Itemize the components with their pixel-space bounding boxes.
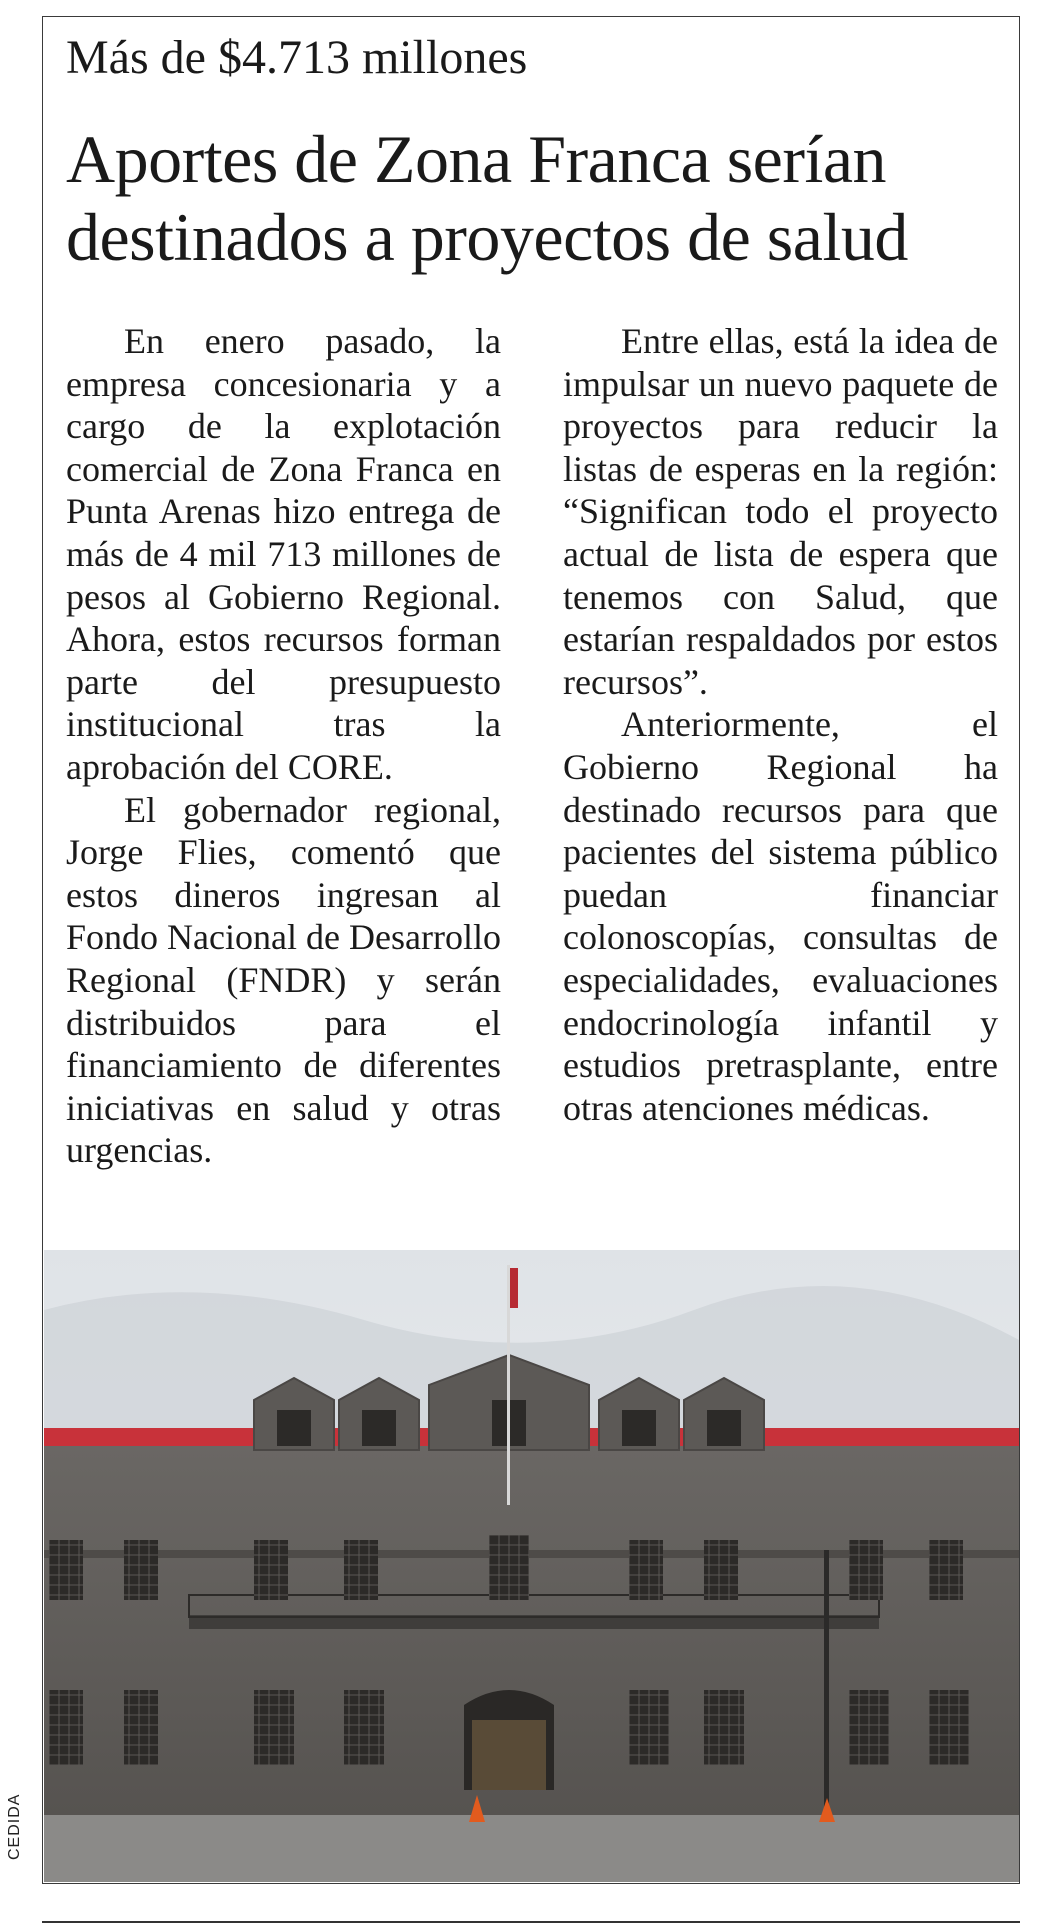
article-column-right	[563, 320, 998, 1129]
article-paragraph: Entre ellas, está la idea de impulsar un nuevo paquete de proyectos para reducir la listas de esperas en la región: “Significan todo el proyecto actual de lista de espera que tenemos con Salud, que estarían respaldados por estos recursos”.	[563, 321, 998, 702]
flag-pole	[507, 1265, 510, 1505]
article-column-left	[66, 320, 501, 1172]
government-building-photo	[44, 1250, 1019, 1882]
photo-credit: CEDIDA	[6, 1793, 23, 1860]
article-photo	[44, 1250, 1019, 1882]
sidewalk	[44, 1815, 1019, 1882]
bottom-rule	[42, 1921, 1020, 1923]
article-paragraph: En enero pasado, la empresa concesionaria y a cargo de la explotación comercial de Zona Franca en Punta Arenas hizo entrega de más de 4 mil 713 millones de pesos al Gobierno Regional. Ahora, estos recursos forman parte del presupuesto institucional tras la aprobación del CORE.	[66, 321, 501, 787]
article-paragraph: Anteriormente, el Gobierno Regional ha destinado recursos para que pacientes del sistema público puedan financiar colonoscopías, consultas de especialidades, evaluaciones endocrinología infantil y estudios pretrasplante, entre otras atenciones médicas.	[563, 704, 998, 1128]
article-paragraph: El gobernador regional, Jorge Flies, comentó que estos dineros ingresan al Fondo Nacional de Desarrollo Regional (FNDR) y serán distribuidos para el financiamiento de diferentes iniciativas en salud y otras urgencias.	[66, 789, 501, 1171]
flag	[510, 1268, 518, 1308]
article-kicker: Más de $4.713 millones	[66, 31, 528, 84]
article-headline: Aportes de Zona Franca serían destinados a proyectos de salud	[66, 121, 908, 275]
street-lamp	[824, 1550, 829, 1820]
entrance-interior	[472, 1720, 546, 1790]
